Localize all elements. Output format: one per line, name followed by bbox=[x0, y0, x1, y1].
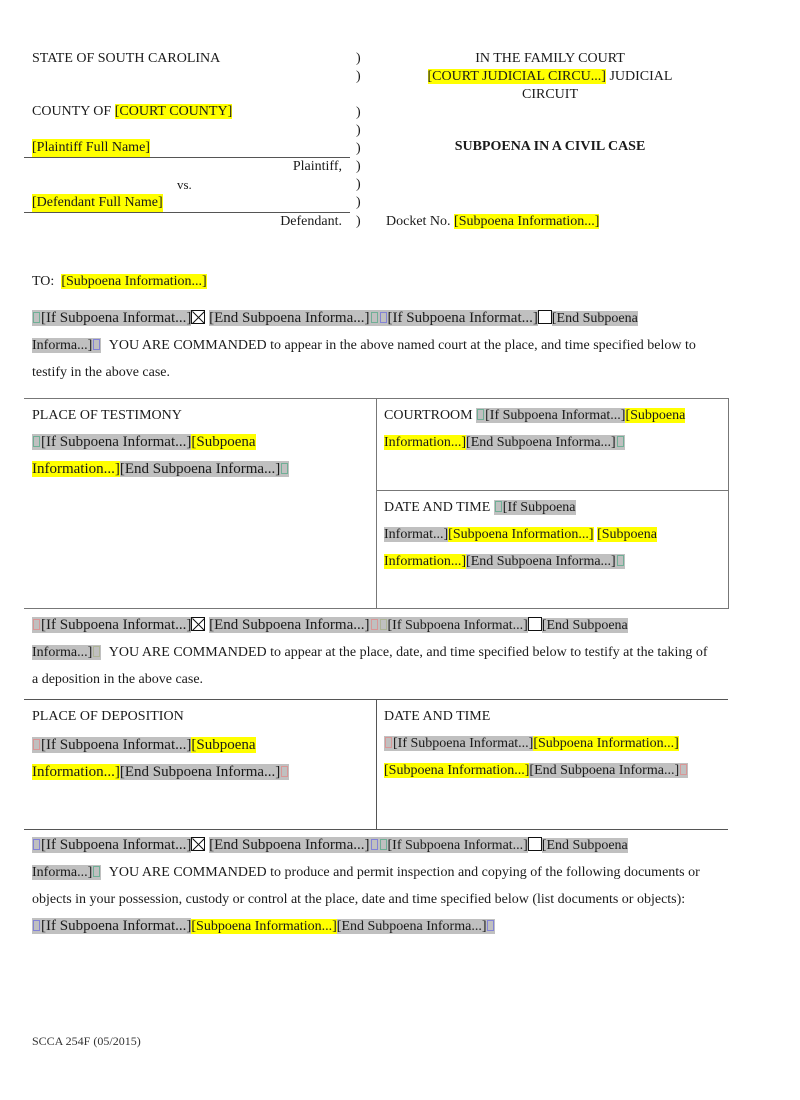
judicial-circuit-field[interactable]: [COURT JUDICIAL CIRCU...] bbox=[427, 69, 606, 84]
field-marker-icon bbox=[371, 619, 378, 630]
circuit-line bbox=[400, 68, 700, 86]
court-county-field[interactable]: [COURT COUNTY] bbox=[114, 104, 233, 119]
county-line bbox=[32, 103, 232, 121]
end-field[interactable]: [End Subpoena Informa...] [If Subpoena Informat...] bbox=[209, 837, 528, 853]
courtroom-label: COURTROOM bbox=[384, 408, 473, 423]
field-marker-icon bbox=[487, 920, 494, 931]
paren: ) bbox=[356, 141, 361, 156]
place-of-testimony-cell bbox=[32, 402, 289, 483]
field-marker-icon bbox=[371, 312, 378, 323]
end-field[interactable]: [End Subpoena Informa...] [If Subpoena Informat...] bbox=[209, 310, 538, 326]
testimony-command-text: YOU ARE COMMANDED to appear in the above named court at the place, and time specified below to bbox=[108, 338, 696, 353]
checkbox-unchecked[interactable] bbox=[538, 310, 552, 324]
deposition-command-paragraph bbox=[32, 612, 782, 693]
field-marker-icon bbox=[93, 339, 100, 350]
documents-list-field[interactable]: [Subpoena Information...] bbox=[191, 919, 337, 934]
defendant-name-field[interactable]: [Defendant Full Name] bbox=[32, 195, 163, 210]
place-of-deposition-field[interactable]: [Subpoena bbox=[191, 737, 256, 753]
field-marker-icon bbox=[93, 646, 100, 657]
if-field[interactable]: [If Subpoena Informat...] bbox=[32, 737, 191, 753]
document-title: SUBPOENA IN A CIVIL CASE bbox=[454, 139, 646, 154]
date-time-cell-2 bbox=[384, 703, 688, 784]
production-command-text: YOU ARE COMMANDED to produce and permit inspection and copying of the following documents or bbox=[108, 865, 700, 880]
testimony-command-paragraph bbox=[32, 305, 782, 386]
field-marker-icon bbox=[33, 920, 40, 931]
testimony-command-text-2: testify in the above case. bbox=[32, 365, 171, 380]
to-recipient-field[interactable]: [Subpoena Information...] bbox=[61, 274, 207, 289]
if-field[interactable]: [If Subpoena bbox=[494, 500, 576, 515]
field-marker-icon bbox=[617, 436, 624, 447]
end-field-continued[interactable]: Informa...] bbox=[32, 338, 101, 353]
field-marker-icon bbox=[380, 312, 387, 323]
table1-right-border bbox=[728, 398, 729, 609]
vs-label: vs. bbox=[177, 177, 192, 192]
paren: ) bbox=[356, 214, 361, 229]
field-marker-icon bbox=[371, 839, 378, 850]
production-command-text-2: objects in your possession, custody or control at the place, date and time specified below (list documents or objects): bbox=[32, 892, 686, 907]
if-field-continued[interactable]: Informat...] bbox=[384, 527, 449, 542]
docket-number-field[interactable]: [Subpoena Information...] bbox=[454, 214, 600, 229]
production-command-paragraph bbox=[32, 832, 782, 940]
to-label: TO: bbox=[32, 274, 55, 289]
date-field[interactable]: [Subpoena Information...] bbox=[448, 527, 594, 542]
docket-line bbox=[386, 213, 599, 231]
field-marker-icon bbox=[281, 766, 288, 777]
table1-row-divider bbox=[376, 490, 728, 491]
paren: ) bbox=[356, 51, 361, 66]
state-label: STATE OF SOUTH CAROLINA bbox=[32, 51, 221, 66]
end-field[interactable]: [End Subpoena Informa...] [If Subpoena Informat...] bbox=[209, 617, 528, 633]
end-field[interactable]: [End Subpoena Informa...] bbox=[120, 764, 289, 780]
end-field[interactable]: [End Subpoena Informa...] bbox=[529, 763, 688, 778]
form-id: SCCA 254F (05/2015) bbox=[32, 1034, 141, 1048]
paren: ) bbox=[356, 195, 361, 210]
plaintiff-name-field[interactable]: [Plaintiff Full Name] bbox=[32, 140, 150, 155]
circuit-label: CIRCUIT bbox=[522, 87, 578, 102]
end-field[interactable]: [End Subpoena bbox=[541, 838, 628, 853]
checkbox-checked[interactable] bbox=[191, 837, 205, 851]
time-field[interactable]: [Subpoena bbox=[597, 527, 657, 542]
checkbox-unchecked[interactable] bbox=[528, 837, 542, 851]
field-marker-icon bbox=[385, 737, 392, 748]
deposition-command-text: YOU ARE COMMANDED to appear at the place, date, and time specified below to testify at the taking of bbox=[108, 645, 708, 660]
paren: ) bbox=[356, 69, 361, 84]
place-of-testimony-label: PLACE OF TESTIMONY bbox=[32, 408, 182, 423]
field-marker-icon bbox=[495, 501, 502, 512]
if-field[interactable]: [If Subpoena Informat...] bbox=[384, 736, 533, 751]
field-marker-icon bbox=[281, 463, 288, 474]
field-marker-icon bbox=[380, 619, 387, 630]
if-field[interactable]: [If Subpoena Informat...] bbox=[32, 434, 191, 450]
field-marker-icon bbox=[617, 555, 624, 566]
defendant-label: Defendant. bbox=[280, 214, 342, 229]
field-marker-icon bbox=[477, 409, 484, 420]
deposition-command-text-2: a deposition in the above case. bbox=[32, 672, 204, 687]
if-field[interactable]: [If Subpoena Informat...] bbox=[32, 310, 191, 326]
end-field-continued[interactable]: Informa...] bbox=[32, 645, 101, 660]
paren: ) bbox=[356, 177, 361, 192]
table1-divider bbox=[376, 398, 377, 609]
judicial-label: JUDICIAL bbox=[609, 69, 673, 84]
court-name: IN THE FAMILY COURT bbox=[475, 51, 625, 66]
if-field[interactable]: [If Subpoena Informat...] bbox=[32, 918, 191, 934]
field-marker-icon bbox=[33, 619, 40, 630]
courtroom-field-continued[interactable]: Information...] bbox=[384, 435, 467, 450]
end-field[interactable]: [End Subpoena bbox=[551, 311, 638, 326]
field-marker-icon bbox=[680, 764, 687, 775]
checkbox-checked[interactable] bbox=[191, 310, 205, 324]
to-line bbox=[32, 273, 207, 291]
field-marker-icon bbox=[33, 839, 40, 850]
place-of-deposition-cell bbox=[32, 703, 289, 786]
paren: ) bbox=[356, 123, 361, 138]
end-field[interactable]: [End Subpoena Informa...] bbox=[120, 461, 289, 477]
plaintiff-label: Plaintiff, bbox=[292, 159, 342, 174]
place-of-deposition-field-continued[interactable]: Information...] bbox=[32, 764, 120, 780]
end-field-continued[interactable]: Informa...] bbox=[32, 865, 101, 880]
field-marker-icon bbox=[380, 839, 387, 850]
deposition-time-field[interactable]: [Subpoena Information...] bbox=[384, 763, 530, 778]
courtroom-field[interactable]: [Subpoena bbox=[625, 408, 686, 423]
docket-label: Docket No. bbox=[386, 214, 451, 229]
place-of-testimony-field[interactable]: [Subpoena bbox=[191, 434, 256, 450]
paren: ) bbox=[356, 159, 361, 174]
field-marker-icon bbox=[33, 436, 40, 447]
courtroom-cell bbox=[384, 402, 685, 456]
end-field[interactable]: [End Subpoena Informa...] bbox=[466, 435, 625, 450]
date-time-label: DATE AND TIME bbox=[384, 709, 491, 724]
checkbox-unchecked[interactable] bbox=[528, 617, 542, 631]
field-marker-icon bbox=[33, 312, 40, 323]
end-field[interactable]: [End Subpoena Informa...] bbox=[466, 554, 625, 569]
county-label: COUNTY OF bbox=[32, 104, 112, 119]
checkbox-checked[interactable] bbox=[191, 617, 205, 631]
if-field[interactable]: [If Subpoena Informat...] bbox=[32, 617, 191, 633]
field-marker-icon bbox=[93, 866, 100, 877]
end-field[interactable]: [End Subpoena Informa...] bbox=[337, 919, 496, 934]
deposition-date-field[interactable]: [Subpoena Information...] bbox=[533, 736, 679, 751]
place-of-deposition-label: PLACE OF DEPOSITION bbox=[32, 709, 184, 724]
if-field[interactable]: [If Subpoena Informat...] bbox=[32, 837, 191, 853]
place-of-testimony-field-continued[interactable]: Information...] bbox=[32, 461, 120, 477]
time-field-continued[interactable]: Information...] bbox=[384, 554, 467, 569]
paren: ) bbox=[356, 105, 361, 120]
end-field[interactable]: [End Subpoena bbox=[541, 618, 628, 633]
table2-divider bbox=[376, 699, 377, 830]
if-field[interactable]: [If Subpoena Informat...] bbox=[476, 408, 625, 423]
field-marker-icon bbox=[33, 739, 40, 750]
date-time-cell-1 bbox=[384, 494, 657, 575]
date-time-label: DATE AND TIME bbox=[384, 500, 491, 515]
